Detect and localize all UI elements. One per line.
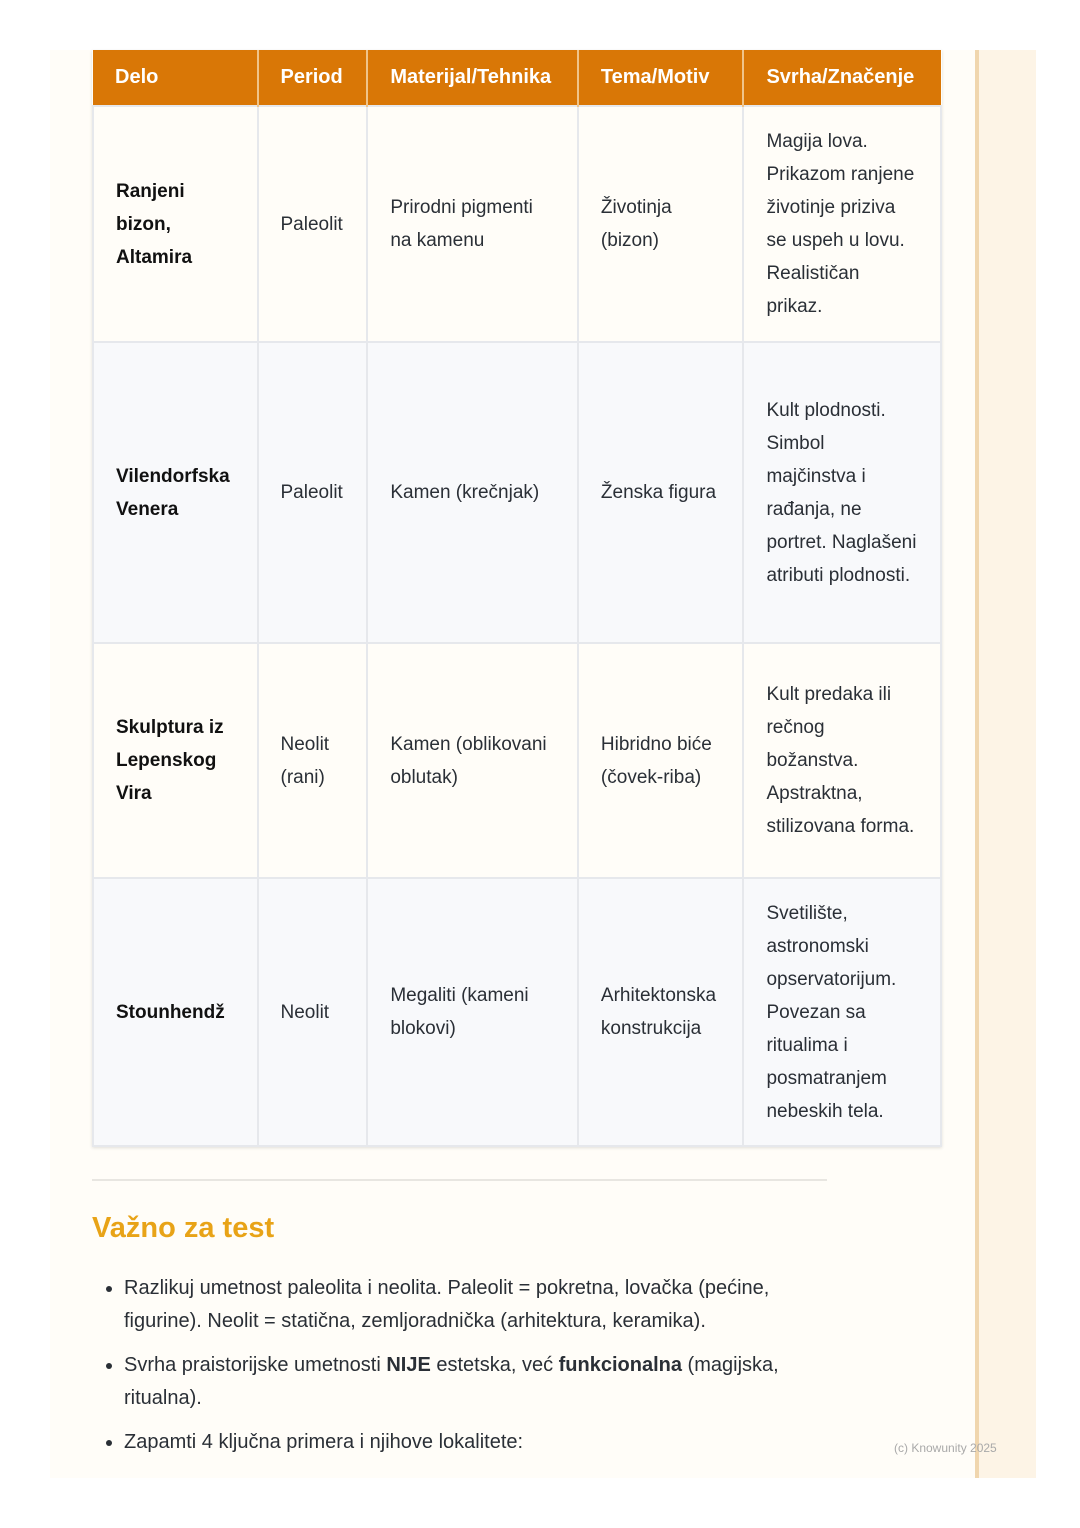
header-cell: Tema/Motiv xyxy=(578,50,744,106)
cell: Kamen (krečnjak) xyxy=(367,342,578,643)
divider xyxy=(92,1179,827,1181)
bullet-bold: NIJE xyxy=(386,1354,431,1376)
cell: Stounhendž xyxy=(93,878,258,1146)
cell: Vilendorfska Venera xyxy=(93,342,258,643)
bullet-text: estetska, već xyxy=(430,1354,559,1376)
bullet-list xyxy=(92,1272,844,1470)
cell: Hibridno biće (čovek-riba) xyxy=(578,643,744,878)
cell: Skulptura iz Lepenskog Vira xyxy=(93,643,258,878)
cell: Kamen (oblikovani oblutak) xyxy=(367,643,578,878)
bullet-text: Svrha praistorijske umetnosti xyxy=(124,1354,387,1376)
list-item xyxy=(124,1272,844,1338)
cell: Paleolit xyxy=(258,342,368,643)
cell: Svetilište, astronomski opservatorijum. Povezan sa ritualima i posmatranjem nebeskih tela. xyxy=(743,878,941,1146)
cell: Životinja (bizon) xyxy=(578,106,744,342)
bullet-bold: funkcionalna xyxy=(558,1354,682,1376)
list-item xyxy=(124,1426,844,1459)
header-cell: Period xyxy=(258,50,368,106)
cell: Paleolit xyxy=(258,106,368,342)
cell: Ženska figura xyxy=(578,342,744,643)
bullet-text: (magijska, ritualna). xyxy=(124,1354,779,1409)
cell: Arhitektonska konstrukcija xyxy=(578,878,744,1146)
cell: Prirodni pigmenti na kamenu xyxy=(367,106,578,342)
cell: Megaliti (kameni blokovi) xyxy=(367,878,578,1146)
cell: Kult predaka ili rečnog božanstva. Apstraktna, stilizovana forma. xyxy=(743,643,941,878)
header-cell: Svrha/Značenje xyxy=(743,50,941,106)
table-row xyxy=(93,106,941,342)
cell: Magija lova. Prikazom ranjene životinje priziva se uspeh u lovu. Realističan prikaz. xyxy=(743,106,941,342)
table-row xyxy=(93,643,941,878)
cell: Neolit (rani) xyxy=(258,643,368,878)
header-cell: Materijal/Tehnika xyxy=(367,50,578,106)
cell: Neolit xyxy=(258,878,368,1146)
table-header xyxy=(93,50,941,106)
side-margin xyxy=(975,50,1036,1478)
section-title: Važno za test xyxy=(92,1212,275,1244)
copyright: (c) Knowunity 2025 xyxy=(894,1441,997,1455)
bullet-text: Zapamti 4 ključna primera i njihove lokalitete: xyxy=(124,1431,524,1453)
header-cell: Delo xyxy=(93,50,258,106)
cell: Ranjeni bizon, Altamira xyxy=(93,106,258,342)
bullet-text: Razlikuj umetnost paleolita i neolita. Paleolit = pokretna, lovačka (pećine, figurine). Neolit = statična, zemljoradnička (arhitektura, keramika). xyxy=(124,1277,770,1332)
list-item xyxy=(124,1349,844,1415)
cell: Kult plodnosti. Simbol majčinstva i rađanja, ne portret. Naglašeni atributi plodnosti. xyxy=(743,342,941,643)
art-table xyxy=(92,50,942,1147)
table-row xyxy=(93,878,941,1146)
table-row xyxy=(93,342,941,643)
